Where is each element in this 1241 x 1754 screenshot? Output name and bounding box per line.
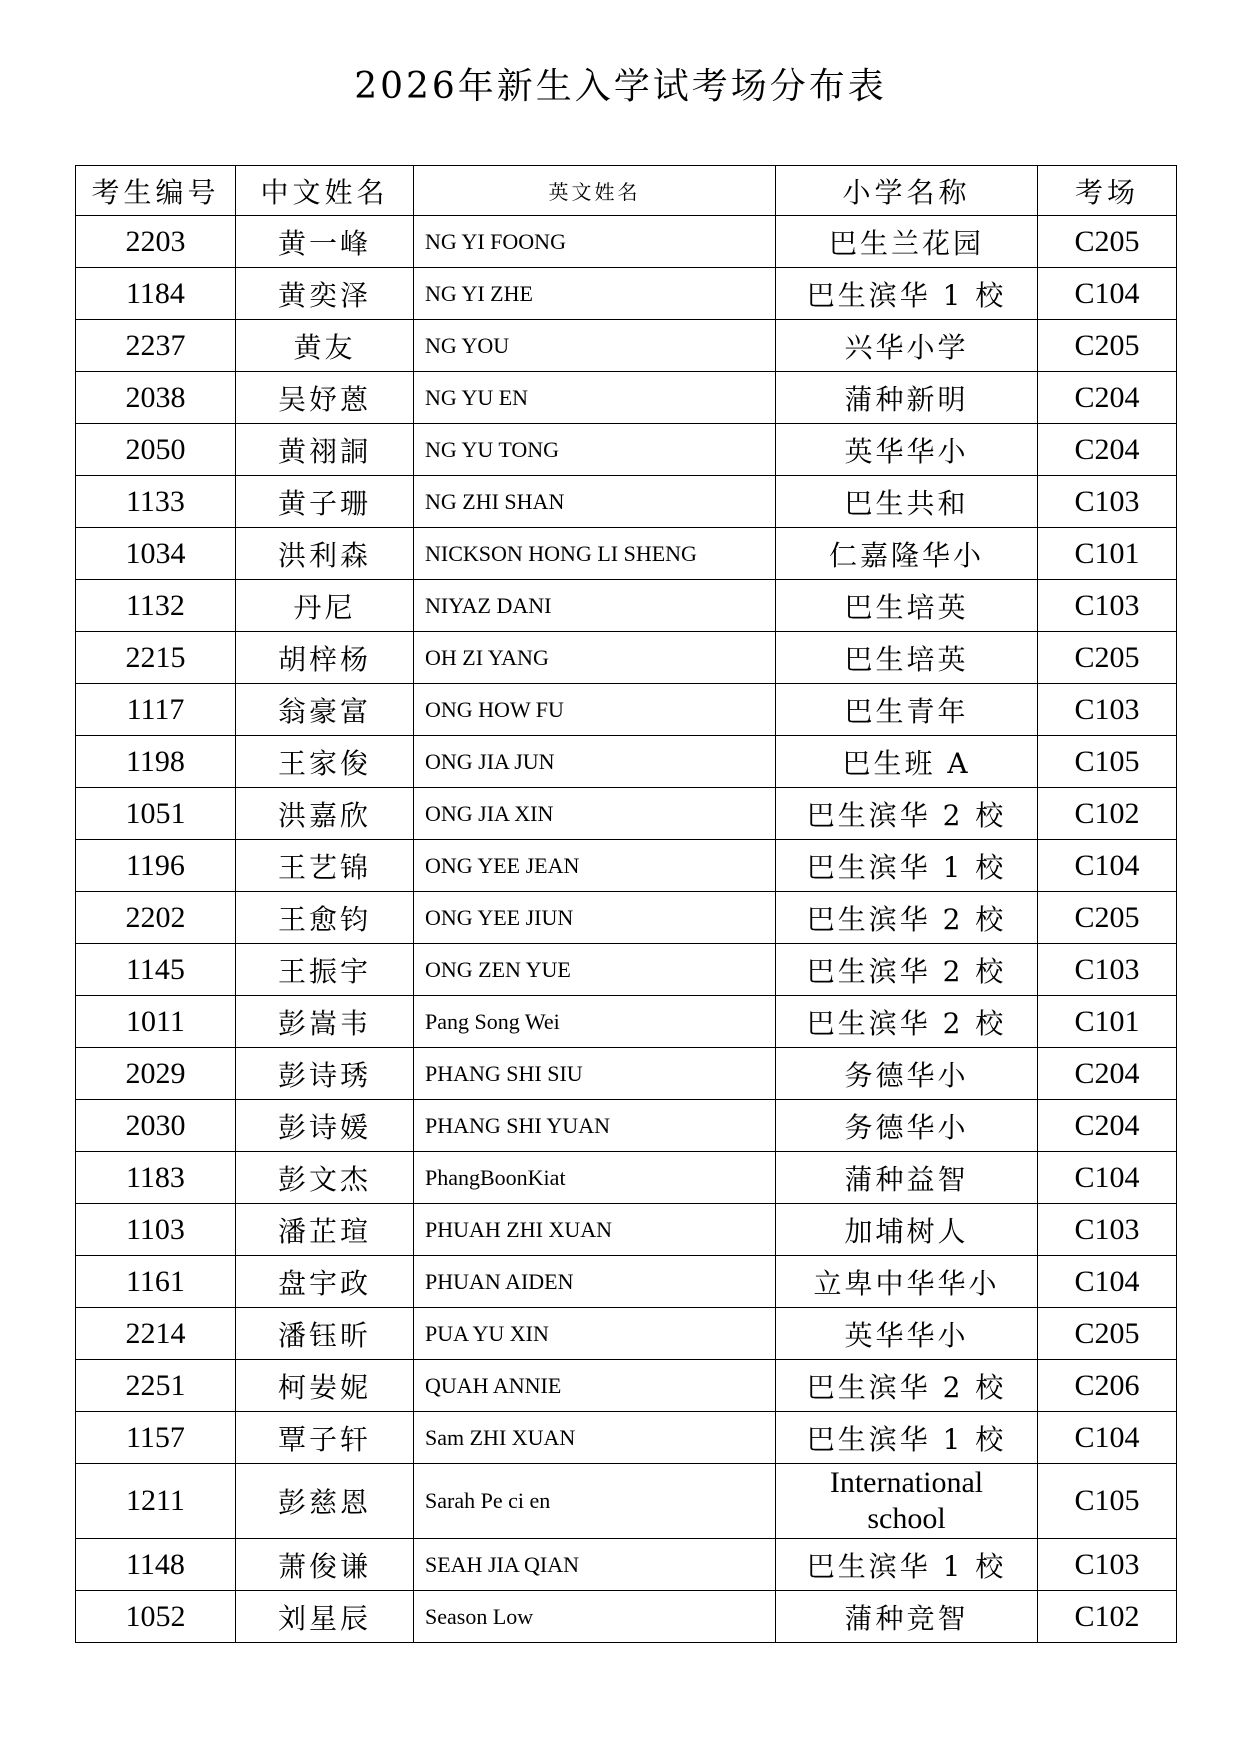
english-name-cell: PUA YU XIN [414, 1308, 776, 1360]
candidate-id-cell: 1051 [76, 788, 236, 840]
chinese-name-cell: 柯妛妮 [236, 1360, 414, 1412]
table-row [76, 580, 1177, 632]
chinese-name-cell: 彭诗琇 [236, 1048, 414, 1100]
school-name-cell: 蒲种新明 [776, 372, 1038, 424]
english-name-cell: PHANG SHI SIU [414, 1048, 776, 1100]
exam-room-cell: C104 [1038, 1152, 1177, 1204]
exam-room-cell: C103 [1038, 1204, 1177, 1256]
school-name-cell: 务德华小 [776, 1048, 1038, 1100]
english-name-cell: PhangBoonKiat [414, 1152, 776, 1204]
chinese-name-cell: 萧俊谦 [236, 1539, 414, 1591]
school-name-cell: 蒲种竞智 [776, 1591, 1038, 1643]
exam-room-cell: C103 [1038, 476, 1177, 528]
table-row [76, 684, 1177, 736]
table-row [76, 1256, 1177, 1308]
exam-room-cell: C104 [1038, 1256, 1177, 1308]
school-name-cell: 立卑中华华小 [776, 1256, 1038, 1308]
candidate-id-cell: 1198 [76, 736, 236, 788]
table-row [76, 840, 1177, 892]
school-name-cell: 巴生滨华 2 校 [776, 892, 1038, 944]
english-name-cell: ONG HOW FU [414, 684, 776, 736]
english-name-cell: ONG JIA JUN [414, 736, 776, 788]
chinese-name-cell: 黄祤詷 [236, 424, 414, 476]
candidate-id-cell: 1148 [76, 1539, 236, 1591]
candidate-id-cell: 1133 [76, 476, 236, 528]
candidate-id-cell: 2030 [76, 1100, 236, 1152]
candidate-id-cell: 1184 [76, 268, 236, 320]
table-header-row [76, 166, 1177, 216]
chinese-name-cell: 王振宇 [236, 944, 414, 996]
english-name-cell: Season Low [414, 1591, 776, 1643]
school-name-cell: 巴生兰花园 [776, 216, 1038, 268]
english-name-cell: PHANG SHI YUAN [414, 1100, 776, 1152]
chinese-name-cell: 王家俊 [236, 736, 414, 788]
school-name-cell: 兴华小学 [776, 320, 1038, 372]
english-name-cell: NG YI FOONG [414, 216, 776, 268]
school-name-cell: 务德华小 [776, 1100, 1038, 1152]
school-name-cell: 巴生青年 [776, 684, 1038, 736]
candidate-id-cell: 2202 [76, 892, 236, 944]
school-name-cell: 巴生滨华 2 校 [776, 788, 1038, 840]
table-row [76, 1464, 1177, 1539]
exam-room-cell: C204 [1038, 424, 1177, 476]
exam-room-cell: C205 [1038, 632, 1177, 684]
english-name-cell: NG ZHI SHAN [414, 476, 776, 528]
exam-room-cell: C205 [1038, 892, 1177, 944]
exam-room-cell: C102 [1038, 1591, 1177, 1643]
candidate-id-cell: 2038 [76, 372, 236, 424]
table-row [76, 1308, 1177, 1360]
chinese-name-cell: 盘宇政 [236, 1256, 414, 1308]
school-name-cell: 加埔树人 [776, 1204, 1038, 1256]
school-name-cell: 巴生滨华 2 校 [776, 996, 1038, 1048]
candidate-id-cell: 2237 [76, 320, 236, 372]
candidate-id-cell: 1196 [76, 840, 236, 892]
english-name-cell: PHUAH ZHI XUAN [414, 1204, 776, 1256]
exam-room-cell: C104 [1038, 840, 1177, 892]
school-name-cell: 英华华小 [776, 424, 1038, 476]
candidate-id-cell: 1211 [76, 1464, 236, 1539]
candidate-id-cell: 2215 [76, 632, 236, 684]
table-row [76, 996, 1177, 1048]
candidate-id-cell: 1034 [76, 528, 236, 580]
candidate-id-cell: 1183 [76, 1152, 236, 1204]
english-name-cell: NG YOU [414, 320, 776, 372]
english-name-cell: QUAH ANNIE [414, 1360, 776, 1412]
english-name-cell: ONG JIA XIN [414, 788, 776, 840]
school-name-cell: 蒲种益智 [776, 1152, 1038, 1204]
table-row [76, 528, 1177, 580]
exam-room-cell: C103 [1038, 684, 1177, 736]
header-exam-room: 考场 [1038, 166, 1177, 216]
school-name-cell: 巴生滨华 1 校 [776, 1539, 1038, 1591]
chinese-name-cell: 黄子珊 [236, 476, 414, 528]
candidate-id-cell: 2214 [76, 1308, 236, 1360]
candidate-id-cell: 1117 [76, 684, 236, 736]
exam-room-cell: C103 [1038, 944, 1177, 996]
english-name-cell: Sam ZHI XUAN [414, 1412, 776, 1464]
chinese-name-cell: 彭嵩韦 [236, 996, 414, 1048]
exam-room-cell: C104 [1038, 268, 1177, 320]
english-name-cell: NIYAZ DANI [414, 580, 776, 632]
candidate-id-cell: 2050 [76, 424, 236, 476]
candidate-id-cell: 1157 [76, 1412, 236, 1464]
exam-room-cell: C105 [1038, 1464, 1177, 1539]
chinese-name-cell: 彭慈恩 [236, 1464, 414, 1539]
english-name-cell: ONG YEE JIUN [414, 892, 776, 944]
english-name-cell: NG YU TONG [414, 424, 776, 476]
english-name-cell: OH ZI YANG [414, 632, 776, 684]
chinese-name-cell: 黄奕泽 [236, 268, 414, 320]
chinese-name-cell: 潘芷瑄 [236, 1204, 414, 1256]
exam-room-cell: C205 [1038, 320, 1177, 372]
english-name-cell: NG YI ZHE [414, 268, 776, 320]
exam-room-cell: C103 [1038, 580, 1177, 632]
chinese-name-cell: 王愈钧 [236, 892, 414, 944]
table-row [76, 1204, 1177, 1256]
table-row [76, 788, 1177, 840]
school-name-cell: 巴生班 A [776, 736, 1038, 788]
table-row [76, 424, 1177, 476]
school-name-cell: International school [776, 1464, 1038, 1539]
table-row [76, 1412, 1177, 1464]
table-row [76, 1048, 1177, 1100]
exam-room-cell: C204 [1038, 1048, 1177, 1100]
english-name-cell: Pang Song Wei [414, 996, 776, 1048]
chinese-name-cell: 黄一峰 [236, 216, 414, 268]
school-name-cell: 巴生滨华 2 校 [776, 944, 1038, 996]
english-name-cell: NG YU EN [414, 372, 776, 424]
page-title: 2026年新生入学试考场分布表 [354, 66, 887, 107]
english-name-cell: ONG ZEN YUE [414, 944, 776, 996]
exam-room-cell: C101 [1038, 996, 1177, 1048]
candidate-id-cell: 2203 [76, 216, 236, 268]
chinese-name-cell: 洪嘉欣 [236, 788, 414, 840]
chinese-name-cell: 洪利森 [236, 528, 414, 580]
table-row [76, 736, 1177, 788]
chinese-name-cell: 吴妤蒽 [236, 372, 414, 424]
exam-room-cell: C102 [1038, 788, 1177, 840]
candidate-id-cell: 1145 [76, 944, 236, 996]
school-name-cell: 巴生共和 [776, 476, 1038, 528]
chinese-name-cell: 覃子轩 [236, 1412, 414, 1464]
school-name-cell: 英华华小 [776, 1308, 1038, 1360]
school-name-cell: 巴生滨华 1 校 [776, 840, 1038, 892]
exam-room-cell: C205 [1038, 216, 1177, 268]
candidate-id-cell: 1052 [76, 1591, 236, 1643]
header-english-name: 英文姓名 [414, 166, 776, 216]
header-school-name: 小学名称 [776, 166, 1038, 216]
candidate-id-cell: 1011 [76, 996, 236, 1048]
school-name-cell: 巴生滨华 1 校 [776, 1412, 1038, 1464]
school-name-cell: 巴生培英 [776, 632, 1038, 684]
chinese-name-cell: 潘钰昕 [236, 1308, 414, 1360]
candidate-id-cell: 1132 [76, 580, 236, 632]
english-name-cell: ONG YEE JEAN [414, 840, 776, 892]
table-row [76, 892, 1177, 944]
candidate-id-cell: 2029 [76, 1048, 236, 1100]
exam-room-table [75, 165, 1177, 1643]
table-row [76, 1360, 1177, 1412]
exam-room-cell: C206 [1038, 1360, 1177, 1412]
table-row [76, 476, 1177, 528]
table-row [76, 1152, 1177, 1204]
exam-room-cell: C204 [1038, 372, 1177, 424]
english-name-cell: PHUAN AIDEN [414, 1256, 776, 1308]
exam-room-cell: C204 [1038, 1100, 1177, 1152]
exam-room-cell: C101 [1038, 528, 1177, 580]
english-name-cell: Sarah Pe ci en [414, 1464, 776, 1539]
chinese-name-cell: 黄友 [236, 320, 414, 372]
table-row [76, 372, 1177, 424]
candidate-id-cell: 1161 [76, 1256, 236, 1308]
candidate-id-cell: 1103 [76, 1204, 236, 1256]
header-candidate-id: 考生编号 [76, 166, 236, 216]
chinese-name-cell: 王艺锦 [236, 840, 414, 892]
exam-room-cell: C205 [1038, 1308, 1177, 1360]
school-name-cell: 巴生培英 [776, 580, 1038, 632]
candidate-id-cell: 2251 [76, 1360, 236, 1412]
school-name-cell: 巴生滨华 1 校 [776, 268, 1038, 320]
chinese-name-cell: 胡梓杨 [236, 632, 414, 684]
school-name-cell: 仁嘉隆华小 [776, 528, 1038, 580]
table-row [76, 320, 1177, 372]
table-row [76, 1100, 1177, 1152]
table-row [76, 1591, 1177, 1643]
exam-room-cell: C105 [1038, 736, 1177, 788]
table-row [76, 632, 1177, 684]
school-name-cell: 巴生滨华 2 校 [776, 1360, 1038, 1412]
chinese-name-cell: 彭诗媛 [236, 1100, 414, 1152]
table-row [76, 268, 1177, 320]
english-name-cell: SEAH JIA QIAN [414, 1539, 776, 1591]
english-name-cell: NICKSON HONG LI SHENG [414, 528, 776, 580]
table-body [76, 216, 1177, 1643]
chinese-name-cell: 翁豪富 [236, 684, 414, 736]
chinese-name-cell: 丹尼 [236, 580, 414, 632]
table-row [76, 1539, 1177, 1591]
chinese-name-cell: 彭文杰 [236, 1152, 414, 1204]
header-chinese-name: 中文姓名 [236, 166, 414, 216]
exam-room-cell: C104 [1038, 1412, 1177, 1464]
exam-room-cell: C103 [1038, 1539, 1177, 1591]
table-row [76, 216, 1177, 268]
chinese-name-cell: 刘星辰 [236, 1591, 414, 1643]
table-row [76, 944, 1177, 996]
